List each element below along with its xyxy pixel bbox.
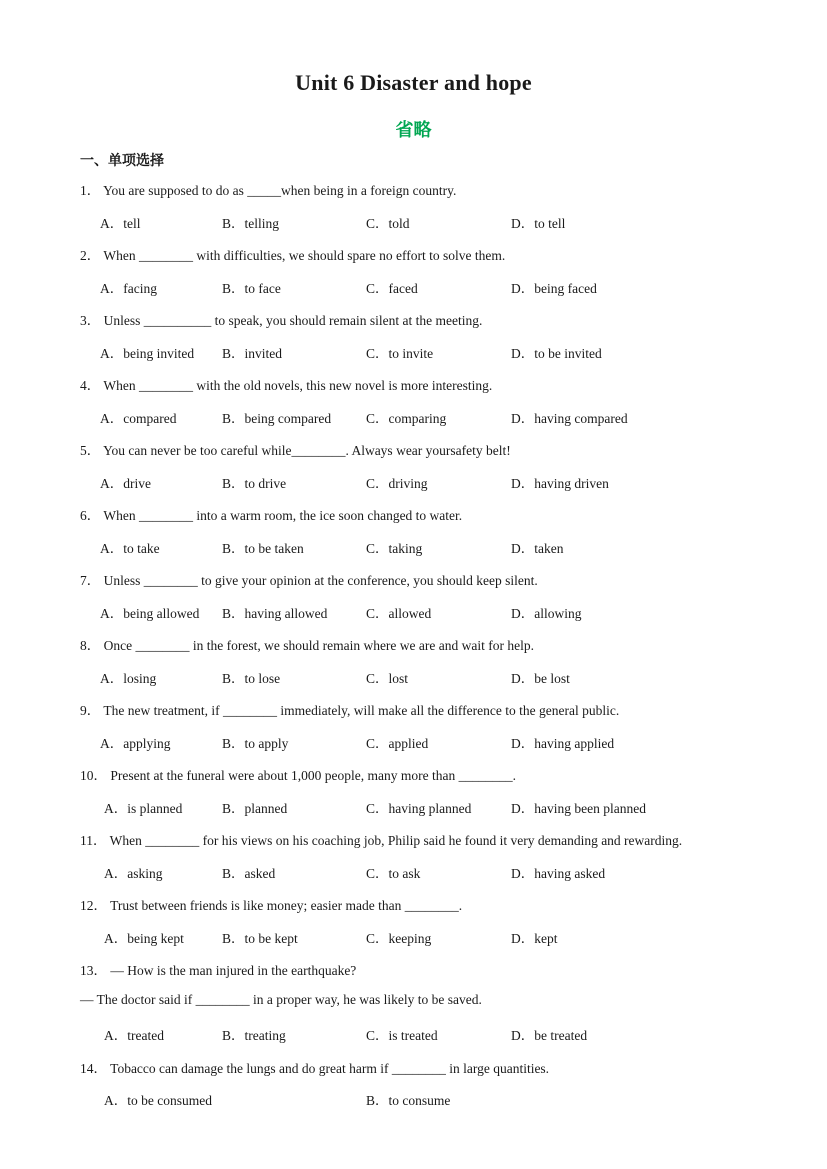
option-a[interactable]: A．asking — [104, 866, 163, 881]
option-c[interactable]: C．having planned — [366, 801, 472, 816]
question-number: 8． — [80, 638, 101, 653]
option-b[interactable]: B．to consume — [366, 1093, 451, 1108]
question-text: When ________ with the old novels, this new novel is more interesting. — [103, 378, 493, 393]
option-d[interactable]: D．having asked — [511, 866, 606, 881]
option-a[interactable]: A．to take — [100, 541, 160, 556]
option-d[interactable]: D．having applied — [511, 736, 615, 751]
option-c[interactable]: C．to ask — [366, 866, 421, 881]
option-c[interactable]: C．driving — [366, 476, 428, 491]
option-c[interactable]: C．to invite — [366, 346, 434, 361]
option-c[interactable]: C．allowed — [366, 606, 432, 621]
question-text: — How is the man injured in the earthquake? — [110, 963, 357, 978]
option-b[interactable]: B．to face — [222, 281, 281, 296]
question-3 — [80, 309, 482, 329]
option-a[interactable]: A．drive — [100, 476, 151, 491]
option-b[interactable]: B．treating — [222, 1028, 286, 1043]
question-4 — [80, 374, 492, 394]
question-7 — [80, 569, 538, 589]
question-number: 3． — [80, 313, 101, 328]
document-title: Unit 6 Disaster and hope — [295, 70, 532, 95]
question-number: 13． — [80, 963, 107, 978]
question-11 — [80, 829, 682, 849]
option-c[interactable]: C．taking — [366, 541, 423, 556]
option-c[interactable]: C．faced — [366, 281, 418, 296]
question-6 — [80, 504, 462, 524]
question-9 — [80, 699, 619, 719]
question-number: 5． — [80, 443, 101, 458]
option-a[interactable]: A．compared — [100, 411, 177, 426]
option-d[interactable]: D．to tell — [511, 216, 566, 231]
question-text: When ________ with difficulties, we should spare no effort to solve them. — [103, 248, 506, 263]
document-subtitle: 省略 — [395, 120, 432, 141]
question-text: Unless ________ to give your opinion at the conference, you should keep silent. — [103, 573, 538, 588]
option-b[interactable]: B．asked — [222, 866, 276, 881]
option-b[interactable]: B．planned — [222, 801, 288, 816]
option-d[interactable]: D．taken — [511, 541, 564, 556]
question-8 — [80, 634, 534, 654]
option-c[interactable]: C．lost — [366, 671, 409, 686]
question-text: The new treatment, if ________ immediately, will make all the difference to the general public. — [103, 703, 620, 718]
question-number: 1． — [80, 183, 101, 198]
option-b[interactable]: B．being compared — [222, 411, 332, 426]
question-text: When ________ for his views on his coaching job, Philip said he found it very demanding and rewarding. — [109, 833, 683, 848]
option-d[interactable]: D．having been planned — [511, 801, 646, 816]
question-number: 6． — [80, 508, 101, 523]
question-number: 14． — [80, 1061, 107, 1076]
option-b[interactable]: B．to drive — [222, 476, 287, 491]
option-d[interactable]: D．having driven — [511, 476, 609, 491]
option-c[interactable]: C．told — [366, 216, 410, 231]
option-c[interactable]: C．applied — [366, 736, 429, 751]
question-continuation: — The doctor said if ________ in a proper way, he was likely to be saved. — [80, 992, 482, 1007]
option-b[interactable]: B．to be kept — [222, 931, 298, 946]
question-text: Tobacco can damage the lungs and do great harm if ________ in large quantities. — [110, 1061, 550, 1076]
option-a[interactable]: A．being allowed — [100, 606, 200, 621]
question-12 — [80, 894, 462, 914]
question-5 — [80, 439, 511, 459]
option-a[interactable]: A．facing — [100, 281, 157, 296]
option-a[interactable]: A．treated — [104, 1028, 164, 1043]
option-a[interactable]: A．being kept — [104, 931, 184, 946]
question-number: 12． — [80, 898, 107, 913]
option-a[interactable]: A．applying — [100, 736, 171, 751]
option-b[interactable]: B．to be taken — [222, 541, 304, 556]
option-a[interactable]: A．tell — [100, 216, 141, 231]
question-number: 4． — [80, 378, 101, 393]
option-d[interactable]: D．be treated — [511, 1028, 588, 1043]
option-b[interactable]: B．telling — [222, 216, 279, 231]
question-number: 10． — [80, 768, 107, 783]
option-c[interactable]: C．is treated — [366, 1028, 438, 1043]
option-d[interactable]: D．kept — [511, 931, 558, 946]
section-heading: 一、单项选择 — [80, 153, 164, 169]
option-d[interactable]: D．having compared — [511, 411, 628, 426]
option-b[interactable]: B．to apply — [222, 736, 289, 751]
question-text: You can never be too careful while________. Always wear yoursafety belt! — [103, 443, 511, 458]
question-14 — [80, 1057, 549, 1077]
option-c[interactable]: C．keeping — [366, 931, 432, 946]
question-text: Present at the funeral were about 1,000 people, many more than ________. — [110, 768, 517, 783]
option-a[interactable]: A．to be consumed — [104, 1093, 212, 1108]
question-1 — [80, 179, 456, 199]
question-number: 2． — [80, 248, 101, 263]
option-b[interactable]: B．having allowed — [222, 606, 328, 621]
question-number: 7． — [80, 573, 101, 588]
question-text: Trust between friends is like money; easier made than ________. — [110, 898, 463, 913]
question-number: 9． — [80, 703, 101, 718]
question-10 — [80, 764, 516, 784]
option-b[interactable]: B．to lose — [222, 671, 281, 686]
option-a[interactable]: A．is planned — [104, 801, 183, 816]
option-b[interactable]: B．invited — [222, 346, 282, 361]
option-c[interactable]: C．comparing — [366, 411, 447, 426]
question-text: Once ________ in the forest, we should remain where we are and wait for help. — [103, 638, 534, 653]
question-text: You are supposed to do as _____when being in a foreign country. — [103, 183, 457, 198]
option-a[interactable]: A．being invited — [100, 346, 195, 361]
option-d[interactable]: D．being faced — [511, 281, 597, 296]
option-a[interactable]: A．losing — [100, 671, 157, 686]
question-text: Unless __________ to speak, you should remain silent at the meeting. — [103, 313, 483, 328]
question-number: 11． — [80, 833, 107, 848]
question-2 — [80, 244, 505, 264]
option-d[interactable]: D．be lost — [511, 671, 570, 686]
option-d[interactable]: D．allowing — [511, 606, 582, 621]
question-text: When ________ into a warm room, the ice soon changed to water. — [103, 508, 463, 523]
question-13 — [80, 959, 356, 979]
option-d[interactable]: D．to be invited — [511, 346, 602, 361]
